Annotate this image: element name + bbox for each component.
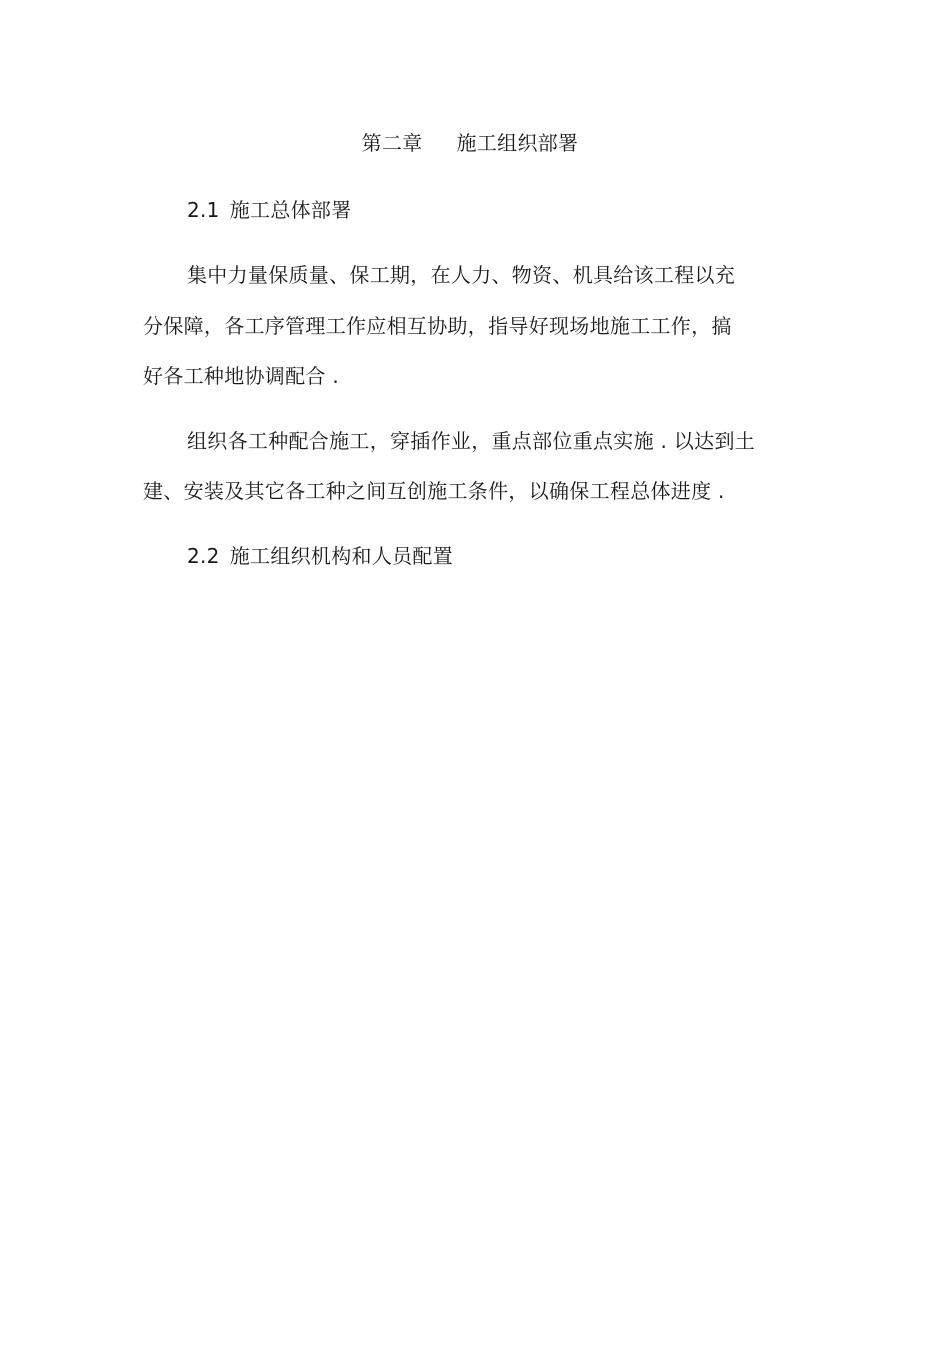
paragraph-2-line-1: 组织各工种配合施工，穿插作业，重点部位重点实施 . 以达到土: [187, 429, 756, 453]
section-number: 2.1: [187, 198, 220, 222]
section-heading-2-2: [187, 544, 453, 568]
chapter-title: 施工组织部署: [456, 131, 579, 155]
paragraph-1-line-2: 分保障，各工序管理工作应相互协助，指导好现场地施工工作，搞: [143, 314, 732, 338]
paragraph-1-line-3: 好各工种地协调配合 .: [143, 364, 340, 388]
section-title: 施工组织机构和人员配置: [229, 544, 454, 568]
chapter-heading: [0, 131, 940, 155]
paragraph-2-line-2: 建、安装及其它各工种之间互创施工条件，以确保工程总体进度 .: [143, 479, 725, 503]
paragraph-1-line-1: 集中力量保质量、保工期，在人力、物资、机具给该工程以充: [187, 263, 736, 287]
section-number: 2.2: [187, 544, 220, 568]
section-heading-2-1: [187, 198, 352, 222]
chapter-label: 第二章: [361, 131, 423, 155]
section-title: 施工总体部署: [229, 198, 352, 222]
